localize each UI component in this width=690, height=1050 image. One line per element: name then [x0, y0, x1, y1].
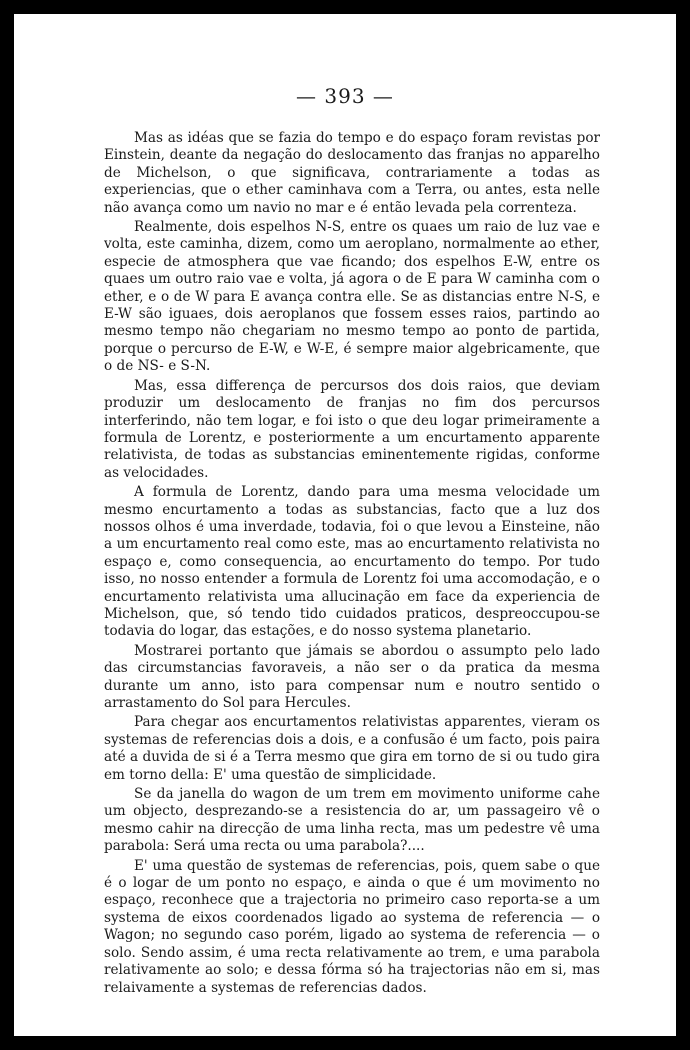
- paragraph-3: Mas, essa differença de percursos dos dois raios, que deviam produzir um deslocamento de franjas no fim dos percursos interferindo, não tem logar, e foi isto o que deu logar primeiramente a formula de Lorentz, e posteriormente a um encurtamento apparente relativista, de todas as substancias eminentemente rigidas, conforme as velocidades.: [104, 377, 600, 481]
- paragraph-5: Mostrarei portanto que jámais se abordou o assumpto pelo lado das circumstancias favoraveis, a não ser o da pratica da mesma durante um anno, isto para compensar num e noutro sentido o arrastamento do Sol para Hercules.: [104, 642, 600, 711]
- body-text: [104, 130, 600, 999]
- paragraph-1: Mas as idéas que se fazia do tempo e do espaço foram revistas por Einstein, deante da negação do deslocamento das franjas no apparelho de Michelson, o que significava, contrariamente a todas as experiencias, que o ether caminhava com a Terra, ou antes, esta nelle não avança como um navio no mar e é então levada pela correnteza.: [104, 130, 600, 216]
- paragraph-2: Realmente, dois espelhos N-S, entre os quaes um raio de luz vae e volta, este caminha, dizem, como um aeroplano, normalmente ao ether, especie de atmosphera que vae ficando; dos espelhos E-W, entre os quaes um outro raio vae e volta, já agora o de E para W caminha com o ether, e o de W para E avança contra elle. Se as distancias entre N-S, e E-W são iguaes, dois aeroplanos que fossem esses raios, partindo ao mesmo tempo não chegariam no mesmo tempo ao ponto de partida, porque o percurso de E-W, e W-E, é sempre maior algebricamente, que o de NS- e S-N.: [104, 219, 600, 375]
- paragraph-4: A formula de Lorentz, dando para uma mesma velocidade um mesmo encurtamento a todas as substancias, facto que a luz dos nossos olhos é uma inverdade, todavia, foi o que levou a Einsteine, não a um encurtamento real como este, mas ao encurtamento relativista no espaço e, como consequencia, ao encurtamento do tempo. Por tudo isso, no nosso entender a formula de Lorentz foi uma accomodação, e o encurtamento relativista uma allucinação em face da experiencia de Michelson, que, só tendo tido cuidados praticos, despreoccupou-se todavia do logar, das estações, e do nosso systema planetario.: [104, 484, 600, 640]
- paragraph-7: Se da janella do wagon de um trem em movimento uniforme cahe um objecto, desprezando-se a resistencia do ar, um passageiro vê o mesmo cahir na direcção de uma linha recta, mas um pedestre vê uma parabola: Será uma recta ou uma parabola?....: [104, 786, 600, 855]
- paragraph-8: E' uma questão de systemas de referencias, pois, quem sabe o que é o logar de um ponto no espaço, e ainda o que é um movimento no espaço, reconhece que a trajectoria no primeiro caso reporta-se a um systema de eixos coordenados ligado ao systema de referencia — o Wagon; no segundo caso porém, ligado ao systema de referencia — o solo. Sendo assim, é uma recta relativamente ao trem, e uma parabola relativamente ao solo; e dessa fórma só ha trajectorias não em si, mas relaivamente a systemas de referencias dados.: [104, 857, 600, 996]
- document-page: [14, 14, 676, 1036]
- page-number: — 393 —: [296, 84, 394, 108]
- paragraph-6: Para chegar aos encurtamentos relativistas apparentes, vieram os systemas de referencias dois a dois, e a confusão é um facto, pois paira até a duvida de si é a Terra mesmo que gira em torno de si ou tudo gira em torno della: E' uma questão de simplicidade.: [104, 714, 600, 783]
